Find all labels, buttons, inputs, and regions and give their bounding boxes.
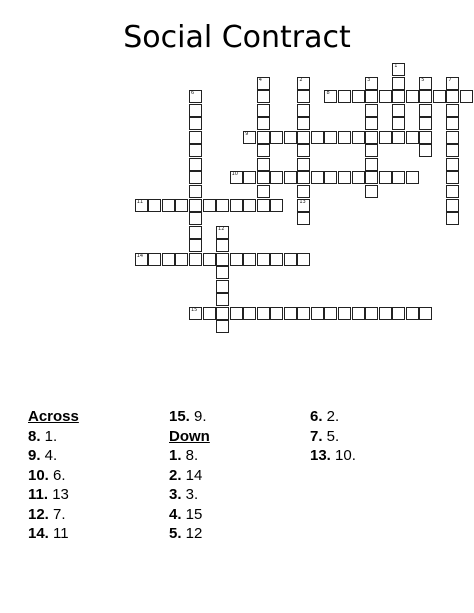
grid-cell[interactable]	[419, 104, 432, 117]
grid-cell[interactable]	[243, 171, 256, 184]
grid-cell[interactable]	[446, 90, 459, 103]
clue-column-1	[28, 407, 79, 544]
grid-cell[interactable]	[189, 104, 202, 117]
grid-cell[interactable]	[230, 307, 243, 320]
grid-cell[interactable]	[257, 144, 270, 157]
grid-cell[interactable]	[446, 171, 459, 184]
grid-cell[interactable]	[135, 199, 148, 212]
grid-cell[interactable]	[297, 253, 310, 266]
grid-cell[interactable]	[392, 131, 405, 144]
grid-cell[interactable]	[189, 131, 202, 144]
grid-cell[interactable]	[379, 90, 392, 103]
grid-cell[interactable]	[189, 185, 202, 198]
grid-cell[interactable]	[352, 171, 365, 184]
grid-cell[interactable]	[189, 199, 202, 212]
grid-cell[interactable]	[203, 307, 216, 320]
grid-cell[interactable]	[419, 117, 432, 130]
clue-number: 6	[190, 90, 195, 97]
grid-cell[interactable]	[352, 90, 365, 103]
grid-cell[interactable]	[257, 158, 270, 171]
clue-number: 5	[421, 76, 425, 83]
grid-cell[interactable]	[365, 158, 378, 171]
clue-number: 8	[326, 90, 330, 97]
clue-number: 10	[231, 171, 238, 178]
grid-cell[interactable]	[446, 185, 459, 198]
clue-number: 3	[367, 76, 371, 83]
clue-down-6: 6. 2.	[310, 408, 340, 425]
grid-cell[interactable]	[243, 131, 256, 144]
grid-cell[interactable]	[419, 90, 432, 103]
grid-cell[interactable]	[365, 144, 378, 157]
grid-cell[interactable]	[230, 171, 243, 184]
grid-cell[interactable]	[243, 199, 256, 212]
grid-cell[interactable]	[135, 253, 148, 266]
grid-cell[interactable]	[446, 144, 459, 157]
grid-cell[interactable]	[216, 199, 229, 212]
grid-cell[interactable]	[270, 307, 283, 320]
grid-cell[interactable]	[284, 131, 297, 144]
grid-cell[interactable]	[216, 266, 229, 279]
down-heading: Down	[169, 427, 210, 445]
clue-list	[0, 407, 474, 607]
grid-cell[interactable]	[406, 131, 419, 144]
grid-cell[interactable]	[189, 144, 202, 157]
grid-cell[interactable]	[379, 131, 392, 144]
grid-cell[interactable]	[257, 77, 270, 90]
grid-cell[interactable]	[230, 199, 243, 212]
grid-cell[interactable]	[311, 131, 324, 144]
grid-cell[interactable]	[284, 253, 297, 266]
grid-cell[interactable]	[419, 77, 432, 90]
grid-cell[interactable]	[216, 320, 229, 333]
grid-cell[interactable]	[216, 239, 229, 252]
clue-down-13: 13. 10.	[310, 447, 356, 464]
grid-cell[interactable]	[297, 144, 310, 157]
grid-cell[interactable]	[379, 307, 392, 320]
clue-number: 13	[299, 198, 306, 205]
grid-cell[interactable]	[406, 171, 419, 184]
grid-cell[interactable]	[297, 104, 310, 117]
grid-cell[interactable]	[243, 307, 256, 320]
grid-cell[interactable]	[216, 226, 229, 239]
grid-cell[interactable]	[297, 131, 310, 144]
grid-cell[interactable]	[446, 212, 459, 225]
grid-cell[interactable]	[257, 307, 270, 320]
grid-cell[interactable]	[297, 171, 310, 184]
grid-cell[interactable]	[338, 131, 351, 144]
grid-cell[interactable]	[189, 171, 202, 184]
grid-cell[interactable]	[297, 117, 310, 130]
grid-cell[interactable]	[216, 253, 229, 266]
clue-across-8: 8. 1.	[28, 427, 58, 445]
grid-cell[interactable]	[324, 90, 337, 103]
page-title: Social Contract	[123, 20, 351, 55]
clue-number: 7	[448, 76, 452, 83]
grid-cell[interactable]	[365, 307, 378, 320]
grid-cell[interactable]	[446, 158, 459, 171]
grid-cell[interactable]	[175, 199, 188, 212]
grid-cell[interactable]	[392, 63, 405, 76]
grid-cell[interactable]	[324, 131, 337, 144]
grid-cell[interactable]	[365, 185, 378, 198]
clue-number: 2	[299, 76, 303, 83]
grid-cell[interactable]	[406, 307, 419, 320]
clue-down-2: 2. 14	[169, 466, 203, 484]
grid-cell[interactable]	[189, 90, 202, 103]
grid-cell[interactable]	[270, 253, 283, 266]
grid-cell[interactable]	[189, 253, 202, 266]
across-heading: Across	[28, 408, 79, 425]
clue-number: 4	[258, 76, 262, 83]
grid-cell[interactable]	[257, 199, 270, 212]
grid-cell[interactable]	[270, 199, 283, 212]
clue-down-3: 3. 3.	[169, 486, 199, 503]
clue-across-9: 9. 4.	[28, 447, 58, 464]
grid-cell[interactable]	[338, 90, 351, 103]
grid-cell[interactable]	[270, 131, 283, 144]
grid-cell[interactable]	[338, 307, 351, 320]
grid-cell[interactable]	[297, 212, 310, 225]
grid-cell[interactable]	[338, 171, 351, 184]
clue-number: 9	[245, 130, 249, 137]
grid-cell[interactable]	[297, 158, 310, 171]
grid-cell[interactable]	[365, 104, 378, 117]
grid-cell[interactable]	[419, 144, 432, 157]
clue-column-2	[169, 407, 210, 544]
clue-number: 1	[394, 63, 398, 69]
grid-cell[interactable]	[189, 226, 202, 239]
grid-cell[interactable]	[189, 158, 202, 171]
grid-cell[interactable]	[257, 171, 270, 184]
grid-cell[interactable]	[189, 239, 202, 252]
grid-cell[interactable]	[297, 307, 310, 320]
grid-cell[interactable]	[162, 199, 175, 212]
grid-cell[interactable]	[419, 307, 432, 320]
clue-down-7: 7. 5.	[310, 427, 340, 445]
grid-cell[interactable]	[392, 104, 405, 117]
grid-cell[interactable]	[216, 307, 229, 320]
grid-cell[interactable]	[257, 90, 270, 103]
clue-down-5: 5. 12	[169, 525, 203, 542]
grid-cell[interactable]	[324, 307, 337, 320]
grid-cell[interactable]	[365, 90, 378, 103]
grid-cell[interactable]	[365, 171, 378, 184]
grid-cell[interactable]	[433, 90, 446, 103]
clue-down-4: 4. 15	[169, 505, 203, 523]
grid-cell[interactable]	[189, 212, 202, 225]
clue-across-11: 11. 13	[28, 486, 69, 503]
grid-cell[interactable]	[446, 117, 459, 130]
clue-across-10: 10. 6.	[28, 466, 66, 484]
grid-cell[interactable]	[392, 171, 405, 184]
clue-column-3	[310, 407, 356, 466]
clue-down-1: 1. 8.	[169, 447, 199, 464]
grid-cell[interactable]	[446, 77, 459, 90]
grid-cell[interactable]	[257, 253, 270, 266]
grid-cell[interactable]	[392, 117, 405, 130]
grid-cell[interactable]	[352, 307, 365, 320]
grid-cell[interactable]	[392, 77, 405, 90]
grid-cell[interactable]	[419, 131, 432, 144]
grid-cell[interactable]	[392, 90, 405, 103]
grid-cell[interactable]	[352, 131, 365, 144]
grid-cell[interactable]	[243, 253, 256, 266]
clue-across-14: 14. 11	[28, 525, 69, 542]
clue-number: 12	[218, 225, 225, 232]
grid-cell[interactable]	[406, 90, 419, 103]
grid-cell[interactable]	[203, 253, 216, 266]
grid-cell[interactable]	[446, 131, 459, 144]
grid-cell[interactable]	[162, 253, 175, 266]
grid-cell[interactable]	[311, 307, 324, 320]
grid-cell[interactable]	[446, 199, 459, 212]
grid-cell[interactable]	[284, 307, 297, 320]
grid-cell[interactable]	[297, 77, 310, 90]
grid-cell[interactable]	[324, 171, 337, 184]
grid-cell[interactable]	[284, 171, 297, 184]
grid-cell[interactable]	[216, 293, 229, 306]
grid-cell[interactable]	[257, 104, 270, 117]
grid-cell[interactable]	[230, 253, 243, 266]
grid-cell[interactable]	[189, 307, 202, 320]
clue-number: 14	[136, 252, 144, 259]
grid-cell[interactable]	[460, 90, 473, 103]
grid-cell[interactable]	[148, 253, 161, 266]
grid-cell[interactable]	[257, 117, 270, 130]
clue-across-12: 12. 7.	[28, 505, 66, 523]
clue-number: 15	[190, 306, 198, 313]
grid-cell[interactable]	[297, 90, 310, 103]
grid-cell[interactable]	[148, 199, 161, 212]
grid-cell[interactable]	[270, 171, 283, 184]
grid-cell[interactable]	[365, 117, 378, 130]
grid-cell[interactable]	[365, 77, 378, 90]
grid-cell[interactable]	[297, 185, 310, 198]
grid-cell[interactable]	[365, 131, 378, 144]
grid-cell[interactable]	[203, 199, 216, 212]
grid-cell[interactable]	[175, 253, 188, 266]
clue-number: 11	[136, 198, 144, 205]
grid-cell[interactable]	[446, 104, 459, 117]
grid-cell[interactable]	[257, 185, 270, 198]
grid-cell[interactable]	[379, 171, 392, 184]
grid-cell[interactable]	[189, 117, 202, 130]
grid-cell[interactable]	[216, 280, 229, 293]
grid-cell[interactable]	[297, 199, 310, 212]
grid-cell[interactable]	[257, 131, 270, 144]
grid-cell[interactable]	[311, 171, 324, 184]
clue-across-15: 15. 9.	[169, 408, 207, 425]
grid-cell[interactable]	[392, 307, 405, 320]
